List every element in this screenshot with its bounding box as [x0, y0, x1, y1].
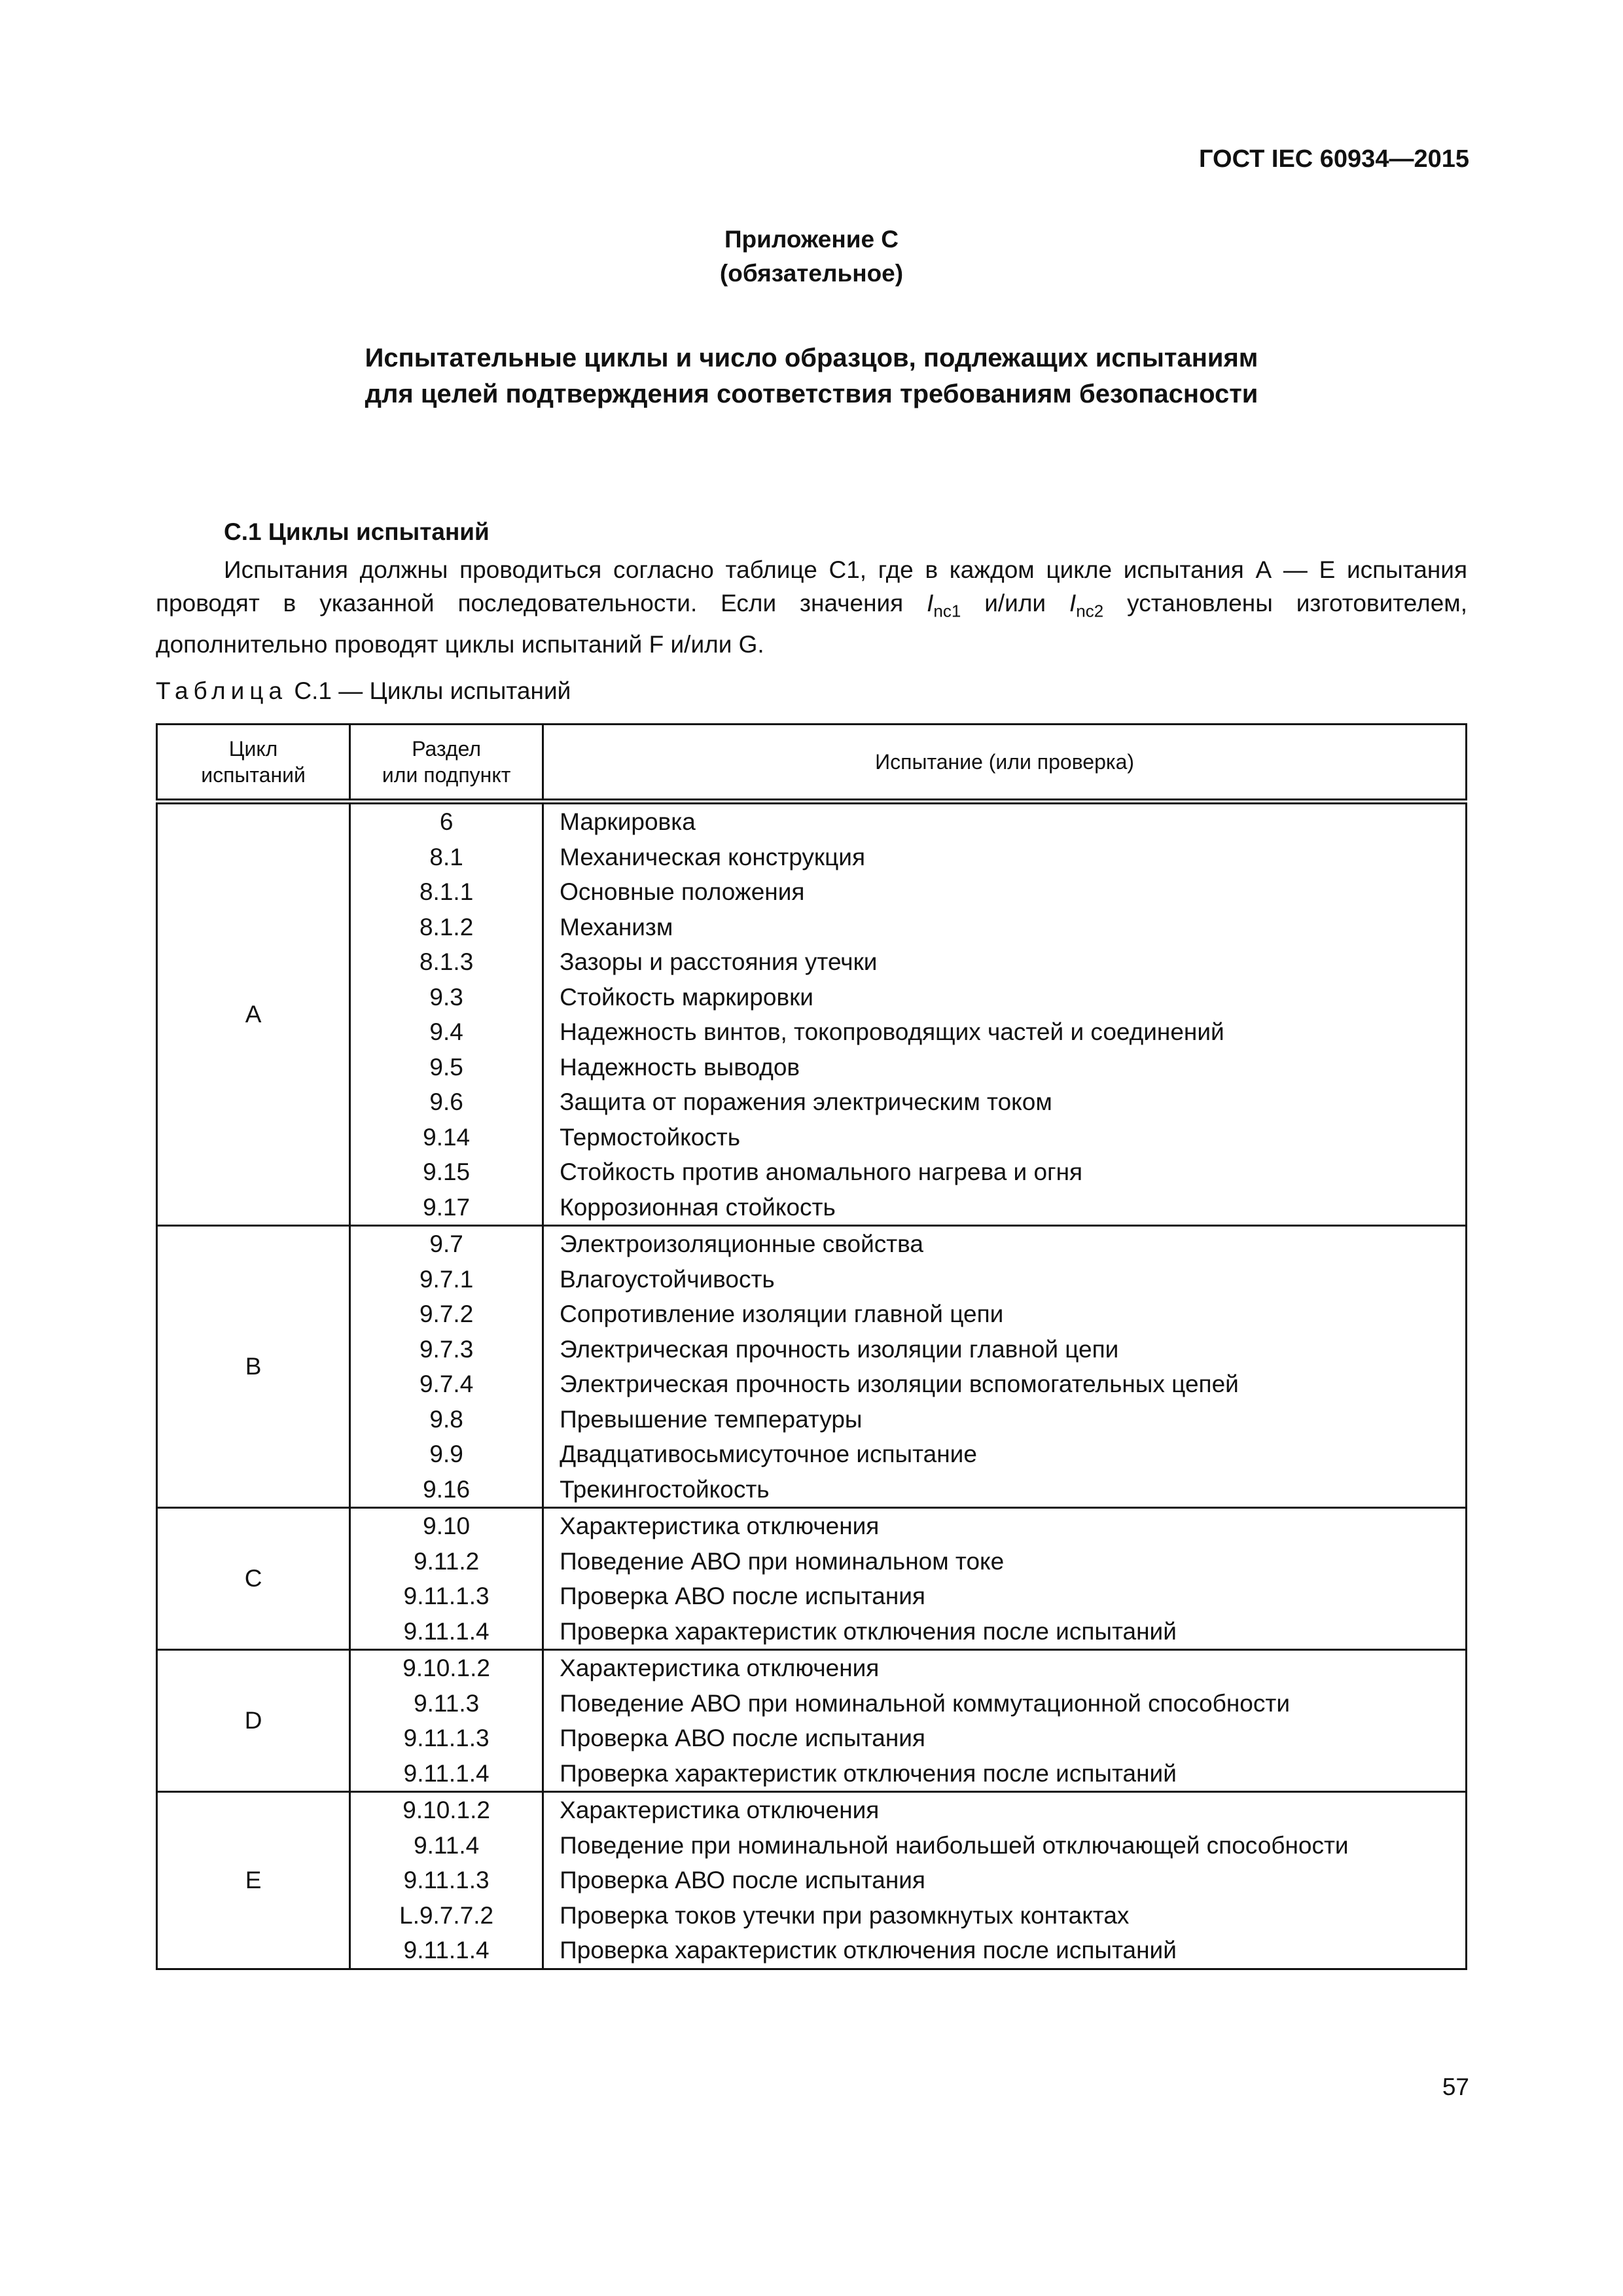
section-number: 9.11.1.4: [403, 1759, 490, 1787]
test-name: Поведение АВО при номинальном токе: [560, 1547, 1005, 1575]
current-symbol-1: I: [927, 590, 934, 617]
section-number: 9.7.3: [419, 1335, 474, 1363]
section-cell: [350, 802, 543, 1226]
section-number: 9.7.2: [419, 1300, 474, 1327]
header-section-line1: Раздел: [412, 737, 482, 761]
paragraph-text-c: установлены изготовителем, дополнительно проводят циклы испытаний F и/или G.: [156, 590, 1468, 658]
test-name: Характеристика отключения: [560, 1513, 880, 1539]
table-row: [157, 1508, 1467, 1650]
test-name: Превышение температуры: [560, 1405, 863, 1433]
test-name: Коррозионная стойкость: [560, 1193, 836, 1221]
test-name: Проверка характеристик отключения после испытаний: [560, 1937, 1177, 1964]
test-name: Стойкость маркировки: [560, 983, 813, 1011]
annex-title: [0, 340, 1623, 412]
paragraph-text-a: Испытания должны проводиться согласно таблице С1, где в каждом цикле испытания А — Е испытания проводят в указанной последовательности. Если значения: [156, 556, 1467, 617]
test-name: Электрическая прочность изоляции главной цепи: [560, 1335, 1119, 1363]
test-cell: [543, 1650, 1467, 1792]
section-number: 9.11.1.4: [403, 1617, 490, 1645]
paragraph-text-b: и/или: [961, 590, 1070, 617]
cycle-cell: А: [157, 802, 350, 1226]
test-name: Двадцативосьмисуточное испытание: [560, 1441, 977, 1467]
section-number: 9.11.2: [414, 1547, 480, 1575]
section-heading: С.1 Циклы испытаний: [224, 518, 490, 545]
test-name: Трекингостойкость: [560, 1475, 770, 1503]
section-number: 9.7.4: [419, 1371, 474, 1397]
section-number: 8.1.3: [419, 948, 474, 975]
table-caption-label: Таблица: [156, 677, 288, 704]
section-number: 9.16: [423, 1475, 471, 1503]
header-test: Испытание (или проверка): [543, 725, 1467, 802]
test-name: Проверка АВО после испытания: [560, 1583, 925, 1609]
header-section-line2: или подпункт: [382, 763, 511, 787]
section-number: 8.1: [429, 843, 463, 870]
test-name: Механическая конструкция: [560, 843, 865, 870]
section-number: 9.11.4: [414, 1831, 480, 1859]
section-paragraph: [156, 553, 1467, 661]
section-number: 9.9: [429, 1441, 463, 1467]
table-row: [157, 1792, 1467, 1969]
section-number: 9.10.1.2: [402, 1655, 490, 1681]
standard-designation: ГОСТ IEC 60934—2015: [1199, 145, 1469, 173]
test-name: Надежность винтов, токопроводящих частей и соединений: [560, 1018, 1224, 1045]
table-row: [157, 802, 1467, 1226]
test-name: Механизм: [560, 913, 673, 941]
test-cell: [543, 1792, 1467, 1969]
test-name: Основные положения: [560, 878, 805, 905]
annex-title-line1: Испытательные циклы и число образцов, подлежащих испытаниям: [365, 344, 1258, 372]
table-caption-text: С.1 — Циклы испытаний: [294, 677, 571, 704]
section-number: 9.11.1.4: [403, 1937, 490, 1964]
section-number: 9.14: [423, 1123, 471, 1151]
test-cycles-table: [156, 723, 1467, 1970]
section-cell: [350, 1226, 543, 1508]
table-header-row: [157, 725, 1467, 802]
test-name: Проверка АВО после испытания: [560, 1725, 925, 1751]
section-number: 9.11.1.3: [403, 1583, 490, 1609]
test-name: Проверка АВО после испытания: [560, 1867, 925, 1893]
section-number: 9.11.1.3: [403, 1725, 490, 1751]
section-number: 9.6: [429, 1088, 463, 1115]
page-number: 57: [1442, 2073, 1469, 2100]
table-row: [157, 1650, 1467, 1792]
test-name: Защита от поражения электрическим током: [560, 1088, 1052, 1115]
test-name: Проверка характеристик отключения после испытаний: [560, 1759, 1177, 1787]
test-name: Поведение при номинальной наибольшей отключающей способности: [560, 1831, 1349, 1859]
section-number: 9.3: [429, 983, 463, 1011]
test-cell: [543, 1508, 1467, 1650]
cycle-cell: В: [157, 1226, 350, 1508]
test-name: Электроизоляционные свойства: [560, 1230, 924, 1257]
cycle-cell: D: [157, 1650, 350, 1792]
test-name: Влагоустойчивость: [560, 1265, 775, 1293]
section-number: L.9.7.7.2: [399, 1901, 494, 1929]
annex-heading: [0, 223, 1623, 291]
table-row: [157, 1226, 1467, 1508]
header-cycle-line2: испытаний: [201, 763, 306, 787]
annex-status: (обязательное): [719, 260, 904, 287]
section-number: 8.1.2: [419, 913, 474, 941]
test-name: Зазоры и расстояния утечки: [560, 948, 878, 975]
test-name: Стойкость против аномального нагрева и огня: [560, 1158, 1083, 1185]
test-name: Проверка характеристик отключения после испытаний: [560, 1617, 1177, 1645]
table-body: [157, 802, 1467, 1969]
section-number: 9.17: [423, 1193, 471, 1221]
current-subscript-1: nc1: [933, 601, 961, 621]
test-name: Маркировка: [560, 808, 696, 835]
test-name: Электрическая прочность изоляции вспомогательных цепей: [560, 1371, 1239, 1397]
header-cycle: [157, 725, 350, 802]
section-number: 9.15: [423, 1158, 471, 1185]
test-name: Поведение АВО при номинальной коммутационной способности: [560, 1689, 1290, 1717]
cycle-cell: Е: [157, 1792, 350, 1969]
section-number: 6: [439, 808, 454, 835]
table-caption: [156, 677, 571, 705]
test-name: Надежность выводов: [560, 1053, 800, 1081]
section-number: 9.7.1: [419, 1265, 474, 1293]
section-cell: [350, 1508, 543, 1650]
section-number: 9.10.1.2: [402, 1797, 490, 1823]
test-name: Характеристика отключения: [560, 1797, 880, 1823]
test-cell: [543, 1226, 1467, 1508]
test-name: Проверка токов утечки при разомкнутых контактах: [560, 1901, 1130, 1929]
cycle-cell: С: [157, 1508, 350, 1650]
test-cell: [543, 802, 1467, 1226]
section-number: 9.8: [429, 1405, 463, 1433]
header-section: [350, 725, 543, 802]
test-name: Характеристика отключения: [560, 1655, 880, 1681]
section-cell: [350, 1650, 543, 1792]
section-number: 8.1.1: [419, 878, 474, 905]
section-number: 9.10: [423, 1513, 471, 1539]
test-name: Термостойкость: [560, 1123, 741, 1151]
annex-label: Приложение С: [724, 226, 899, 253]
section-number: 9.4: [429, 1018, 463, 1045]
section-number: 9.11.3: [414, 1689, 480, 1717]
section-number: 9.11.1.3: [403, 1867, 490, 1893]
section-number: 9.5: [429, 1053, 463, 1081]
current-subscript-2: nc2: [1076, 601, 1104, 621]
current-symbol-2: I: [1069, 590, 1077, 617]
annex-title-line2: для целей подтверждения соответствия требованиям безопасности: [365, 380, 1258, 408]
section-cell: [350, 1792, 543, 1969]
section-number: 9.7: [429, 1230, 463, 1257]
header-cycle-line1: Цикл: [228, 737, 278, 761]
test-name: Сопротивление изоляции главной цепи: [560, 1300, 1004, 1327]
